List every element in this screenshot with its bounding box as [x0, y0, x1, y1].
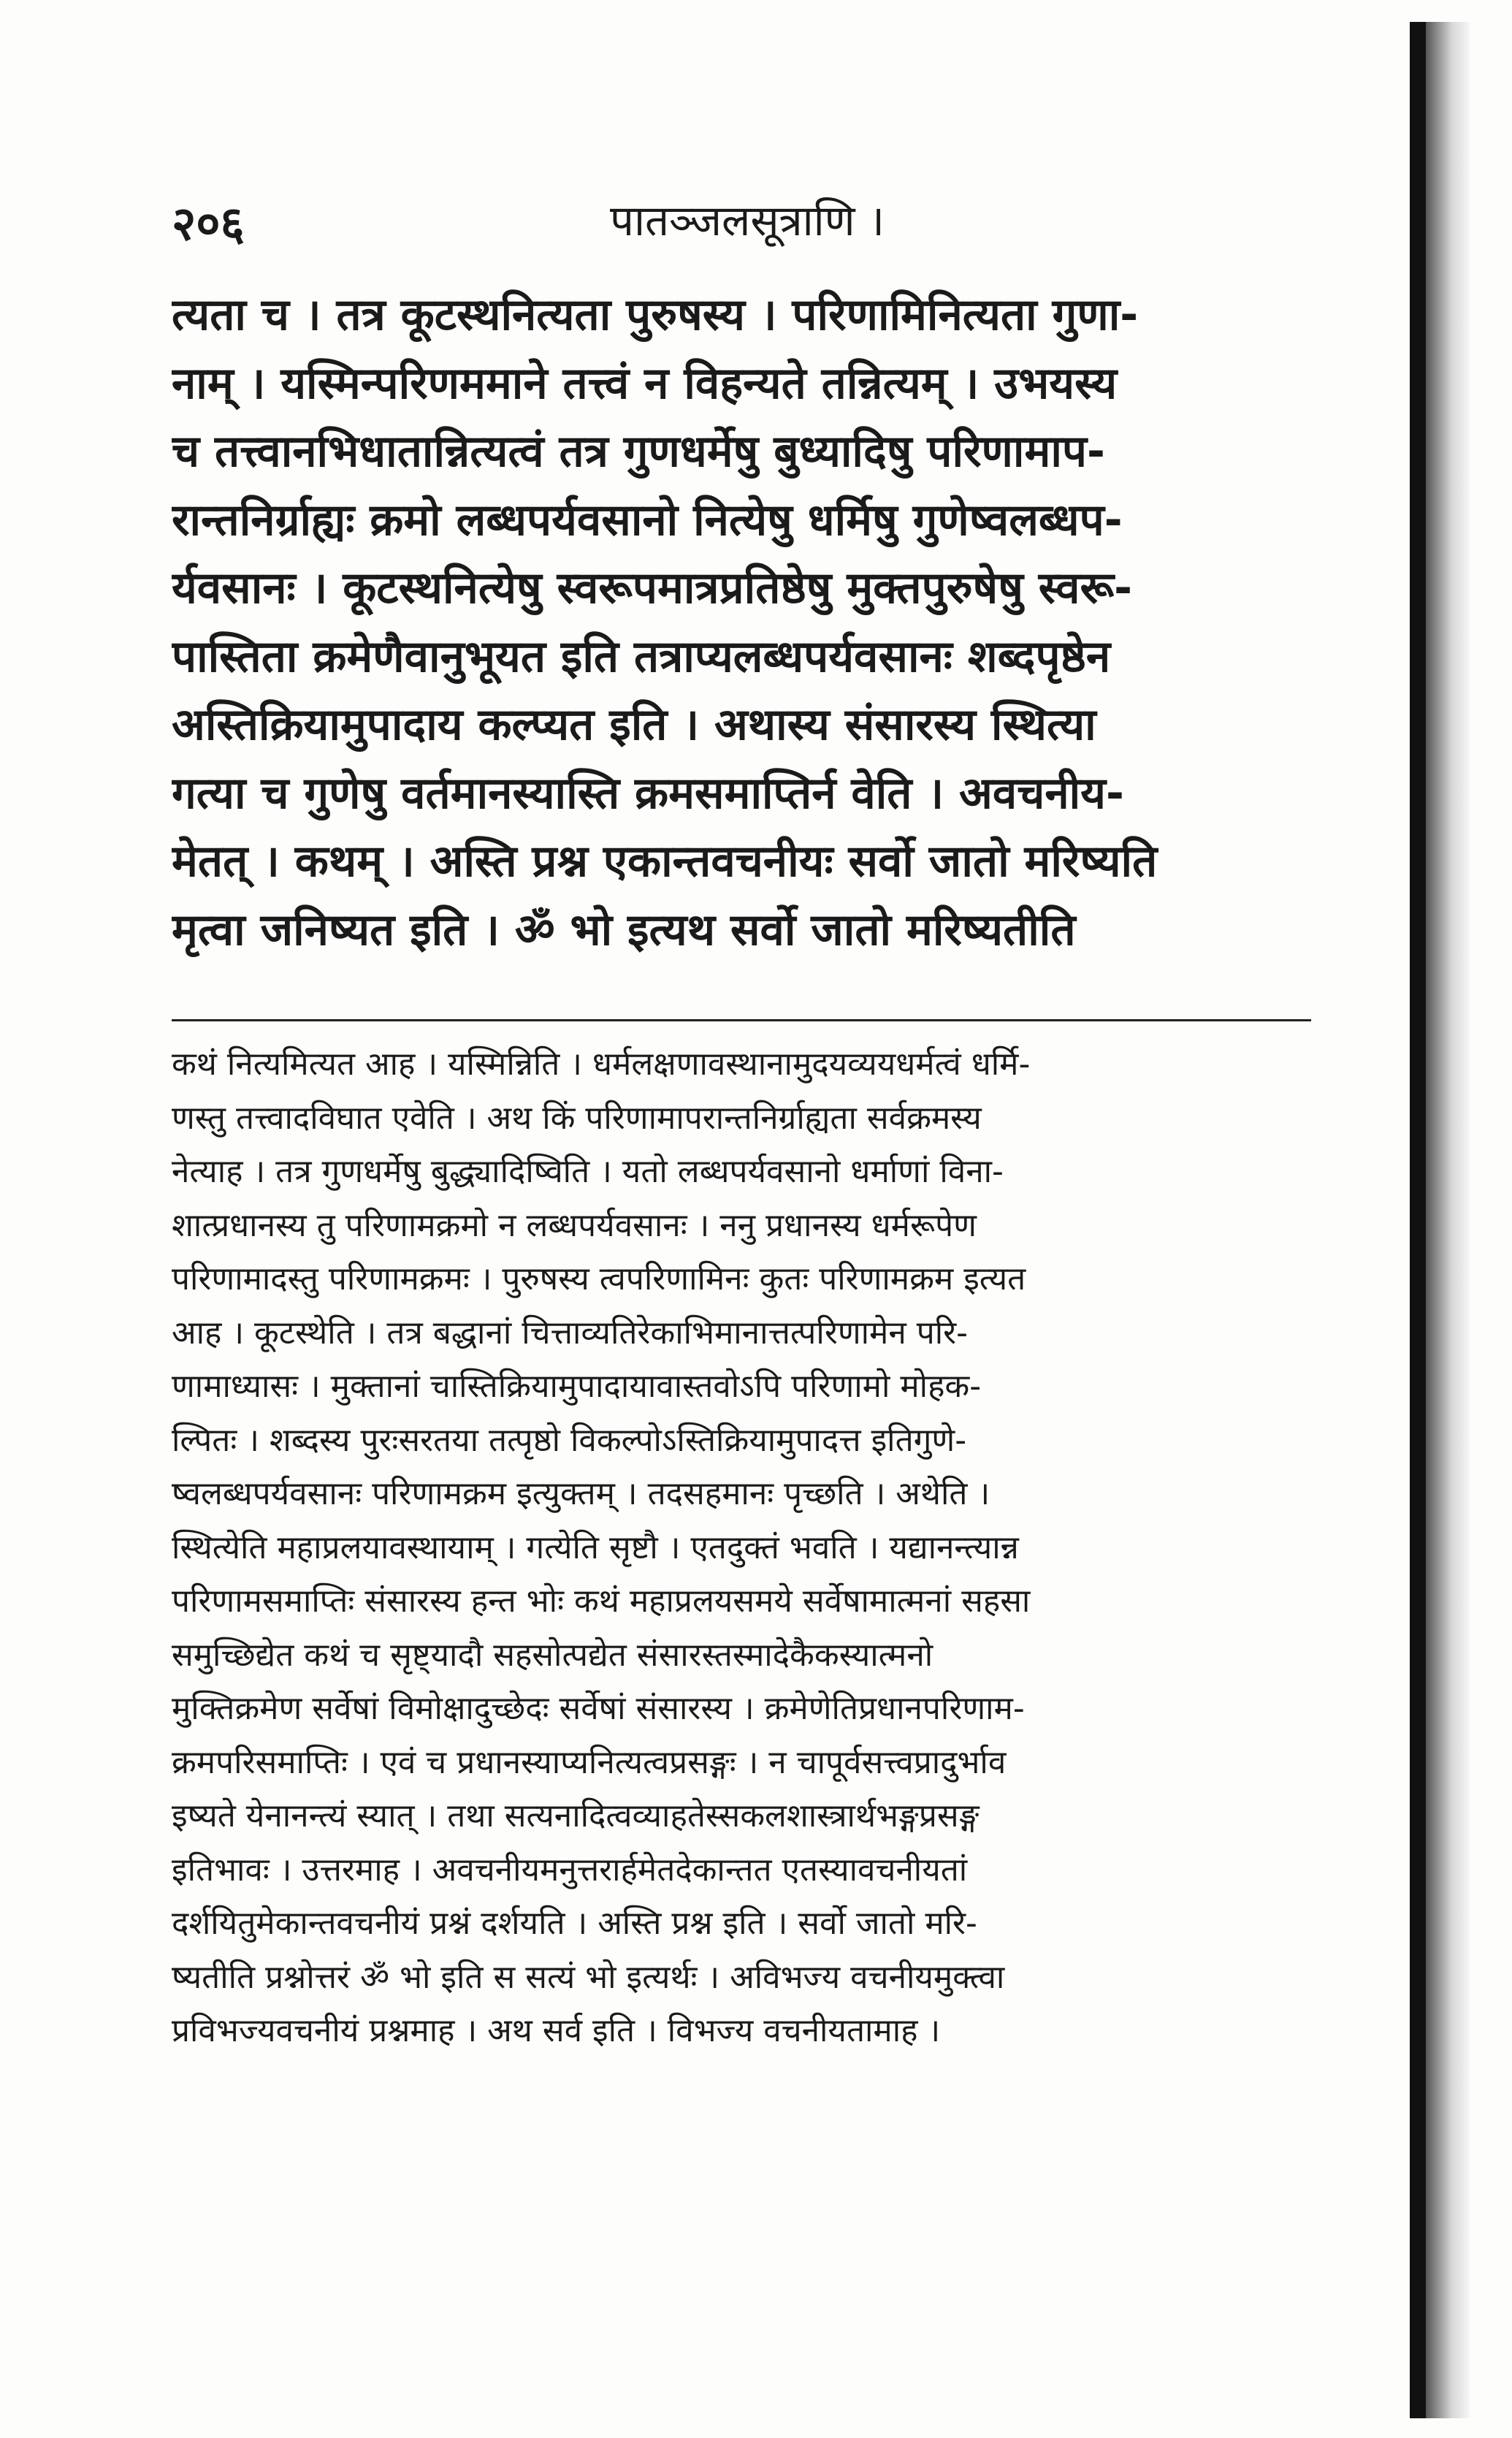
sutra-line: गत्या च गुणेषु वर्तमानस्यास्ति क्रमसमाप्तिर्न वेति । अवचनीय- [172, 767, 1124, 819]
commentary-block [172, 1037, 1311, 2058]
commentary-line: दर्शयितुमेकान्तवचनीयं प्रश्नं दर्शयति । अस्ति प्रश्न इति । सर्वो जातो मरि- [172, 1905, 977, 1942]
commentary-line: स्थित्येति महाप्रलयावस्थायाम् । गत्येति सृष्टौ । एतदुक्तं भवति । यद्यानन्त्यान्न [172, 1528, 1019, 1566]
commentary-line: समुच्छिद्येत कथं च सृष्ट्यादौ सहसोत्पद्येत संसारस्तस्मादेकैकस्यात्मनो [172, 1636, 933, 1674]
commentary-line: इतिभावः । उत्तरमाह । अवचनीयमनुत्तरार्हमेतदेकान्तत एतस्यावचनीयतां [172, 1851, 968, 1889]
sutra-line: अस्तिक्रियामुपादाय कल्प्यत इति । अथास्य संसारस्य स्थित्या [172, 699, 1096, 750]
book-spine-shadow [1426, 22, 1470, 2418]
commentary-line: आह । कूटस्थेति । तत्र बद्धानां चित्ताव्यतिरेकाभिमानात्तत्परिणामेन परि- [172, 1314, 969, 1352]
sutra-block [172, 281, 1311, 964]
running-title: पातञ्जलसूत्राणि । [610, 196, 885, 245]
book-spine-edge [1410, 22, 1426, 2418]
commentary-line: ल्पितः । शब्दस्य पुरःसरतया तत्पृष्ठो विकल्पोऽस्तिक्रियामुपादत्त इतिगुणे- [172, 1421, 967, 1459]
commentary-line: नेत्याह । तत्र गुणधर्मेषु बुद्ध्यादिष्विति । यतो लब्धपर्यवसानो धर्माणां विना- [172, 1153, 1004, 1190]
sutra-line: नाम् । यस्मिन्परिणममाने तत्त्वं न विहन्यते तन्नित्यम् । उभयस्य [172, 357, 1118, 409]
commentary-line: कथं नित्यमित्यत आह । यस्मिन्निति । धर्मलक्षणावस्थानामुदयव्ययधर्मत्वं धर्मि- [172, 1045, 1031, 1083]
sutra-line: मृत्वा जनिष्यत इति । ॐ भो इत्यथ सर्वो जातो मरिष्यतीति [172, 904, 1076, 956]
commentary-line: प्रविभज्यवचनीयं प्रश्नमाह । अथ सर्व इति । विभज्य वचनीयतामाह । [172, 2012, 941, 2049]
commentary-line: मुक्तिक्रमेण सर्वेषां विमोक्षादुच्छेदः सर्वेषां संसारस्य । क्रमेणेतिप्रधानपरिणाम- [172, 1690, 1025, 1727]
page-header [172, 183, 1311, 270]
sutra-line: मेतत् । कथम् । अस्ति प्रश्न एकान्तवचनीयः सर्वो जातो मरिष्यति [172, 836, 1158, 887]
commentary-line: णामाध्यासः । मुक्तानां चास्तिक्रियामुपादायावास्तवोऽपि परिणामो मोहक- [172, 1368, 982, 1405]
commentary-line: परिणामादस्तु परिणामक्रमः । पुरुषस्य त्वपरिणामिनः कुतः परिणामक्रम इत्यत [172, 1260, 1026, 1298]
sutra-line: पास्तिता क्रमेणैवानुभूयत इति तत्राप्यलब्धपर्यवसानः शब्दपृष्ठेन [172, 631, 1111, 682]
section-divider [172, 1019, 1311, 1021]
page-number: २०६ [172, 197, 245, 251]
sutra-line: च तत्त्वानभिधातान्नित्यत्वं तत्र गुणधर्मेषु बुध्यादिषु परिणामाप- [172, 426, 1105, 477]
sutra-line: र्यवसानः । कूटस्थनित्येषु स्वरूपमात्रप्रतिष्ठेषु मुक्तपुरुषेषु स्वरू- [172, 563, 1133, 614]
commentary-line: ष्यतीति प्रश्नोत्तरं ॐ भो इति स सत्यं भो इत्यर्थः । अविभज्य वचनीयमुक्त्वा [172, 1958, 1005, 1996]
sutra-line: रान्तनिर्ग्राह्यः क्रमो लब्धपर्यवसानो नित्येषु धर्मिषु गुणेष्वलब्धप- [172, 494, 1123, 546]
commentary-line: शात्प्रधानस्य तु परिणामक्रमो न लब्धपर्यवसानः । ननु प्रधानस्य धर्मरूपेण [172, 1206, 977, 1244]
commentary-line: इष्यते येनानन्त्यं स्यात् । तथा सत्यनादित्वव्याहतेस्सकलशास्त्रार्थभङ्गप्रसङ्ग [172, 1797, 980, 1835]
commentary-line: क्रमपरिसमाप्तिः । एवं च प्रधानस्याप्यनित्यत्वप्रसङ्गः । न चापूर्वसत्त्वप्रादुर्भाव [172, 1743, 1007, 1781]
sutra-line: त्यता च । तत्र कूटस्थनित्यता पुरुषस्य । परिणामिनित्यता गुणा- [172, 289, 1139, 340]
commentary-line: परिणामसमाप्तिः संसारस्य हन्त भोः कथं महाप्रलयसमये सर्वेषामात्मनां सहसा [172, 1582, 1031, 1620]
commentary-line: ष्वलब्धपर्यवसानः परिणामक्रम इत्युक्तम् । तदसहमानः पृच्छति । अथेति । [172, 1475, 990, 1512]
commentary-line: णस्तु तत्त्वादविघात एवेति । अथ किं परिणामापरान्तनिर्ग्राह्यता सर्वक्रमस्य [172, 1099, 982, 1137]
